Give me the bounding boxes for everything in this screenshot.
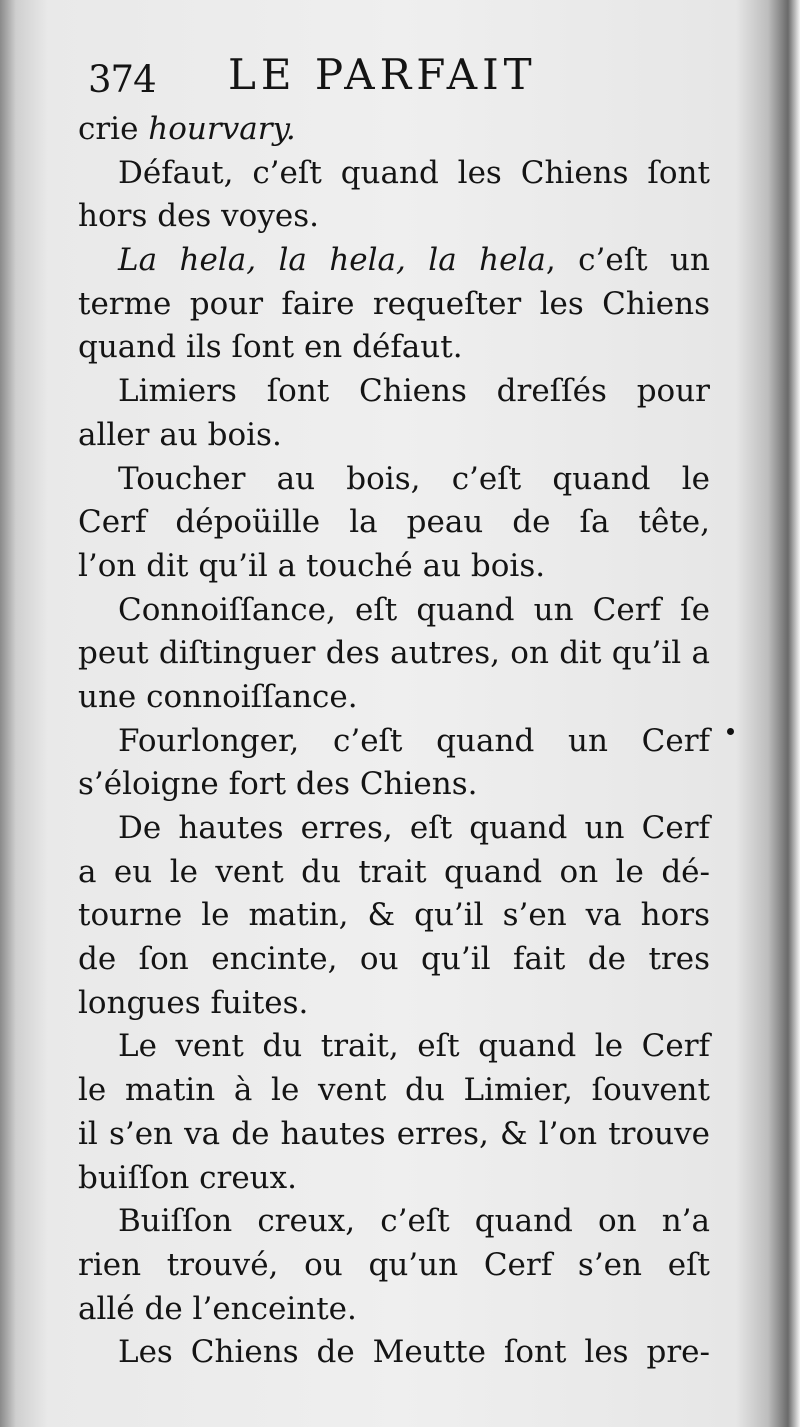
line-text: Cerf dépoüille la peau de ſa tête, (78, 504, 710, 541)
line-text: Fourlonger, c’eſt quand un Cerf (118, 722, 710, 759)
italic-term: hourvary. (148, 111, 296, 147)
ink-speck (727, 728, 734, 735)
text-line (78, 1200, 710, 1244)
text-line (78, 676, 710, 720)
text-line (78, 938, 710, 982)
line-text: , c’eſt un (545, 242, 710, 279)
text-line (78, 1157, 710, 1201)
line-text: Buiſſon creux, c’eſt quand on n’a (118, 1203, 710, 1240)
text-line (78, 326, 710, 370)
line-text: hors des voyes. (78, 198, 319, 235)
line-text: il s’en va de hautes erres, & l’on trouve (78, 1115, 710, 1152)
text-line (78, 1288, 710, 1332)
text-line (78, 108, 710, 152)
line-text: terme pour faire requeſter les Chiens (78, 285, 710, 322)
line-text: s’éloigne fort des Chiens. (78, 766, 478, 803)
line-text: Toucher au bois, c’eſt quand le (118, 460, 710, 497)
line-text: crie (78, 111, 149, 147)
line-text: De hautes erres, eſt quand un Cerf (118, 810, 710, 846)
text-line (78, 894, 710, 938)
line-text: tourne le matin, & qu’il s’en va hors (78, 897, 710, 934)
line-text: Défaut, c’eſt quand les Chiens ſont (118, 154, 710, 191)
italic-term: La hela, la hela, la hela (118, 242, 546, 279)
text-line (78, 370, 710, 414)
text-line (78, 501, 710, 545)
text-line (78, 632, 710, 676)
text-line (78, 1244, 710, 1288)
text-line (78, 763, 710, 807)
text-line (78, 1113, 710, 1157)
text-line (78, 195, 710, 239)
line-text: l’on dit qu’il a touché au bois. (78, 547, 546, 584)
text-line (78, 720, 710, 764)
line-text: allé de l’enceinte. (78, 1290, 357, 1327)
line-text: quand ils ſont en défaut. (78, 329, 463, 366)
line-text: Limiers ſont Chiens dreſſés pour (118, 373, 710, 410)
text-line (78, 1069, 710, 1113)
page-header (88, 50, 708, 110)
page-number: 374 (88, 58, 156, 101)
text-line (78, 283, 710, 327)
line-text: une connoiſſance. (78, 678, 358, 715)
line-text: Connoiſſance, eſt quand un Cerf ſe (118, 591, 710, 628)
line-text: le matin à le vent du Limier, ſouvent (78, 1072, 710, 1109)
line-text: Le vent du trait, eſt quand le Cerf (118, 1028, 710, 1065)
text-line (78, 982, 710, 1026)
text-line (78, 458, 710, 502)
running-title: LE PARFAIT (228, 50, 537, 99)
line-text: peut diſtinguer des autres, on dit qu’il a (78, 635, 710, 672)
text-line (78, 1025, 710, 1069)
line-text: a eu le vent du trait quand on le dé- (78, 853, 710, 890)
line-text: de ſon encinte, ou qu’il fait de tres (78, 941, 710, 978)
text-line (78, 152, 710, 196)
text-line (78, 851, 710, 895)
text-line (78, 589, 710, 633)
text-line (78, 545, 710, 589)
text-line (78, 239, 710, 283)
text-line (78, 807, 710, 851)
line-text: buiſſon creux. (78, 1159, 297, 1196)
body-text (78, 108, 710, 1375)
line-text: aller au bois. (78, 416, 282, 453)
line-text: rien trouvé, ou qu’un Cerf s’en eſt (78, 1246, 710, 1283)
line-text: longues fuites. (78, 984, 309, 1021)
line-text: Les Chiens de Meutte ſont les pre- (118, 1334, 710, 1371)
text-line (78, 1331, 710, 1375)
text-line (78, 414, 710, 458)
